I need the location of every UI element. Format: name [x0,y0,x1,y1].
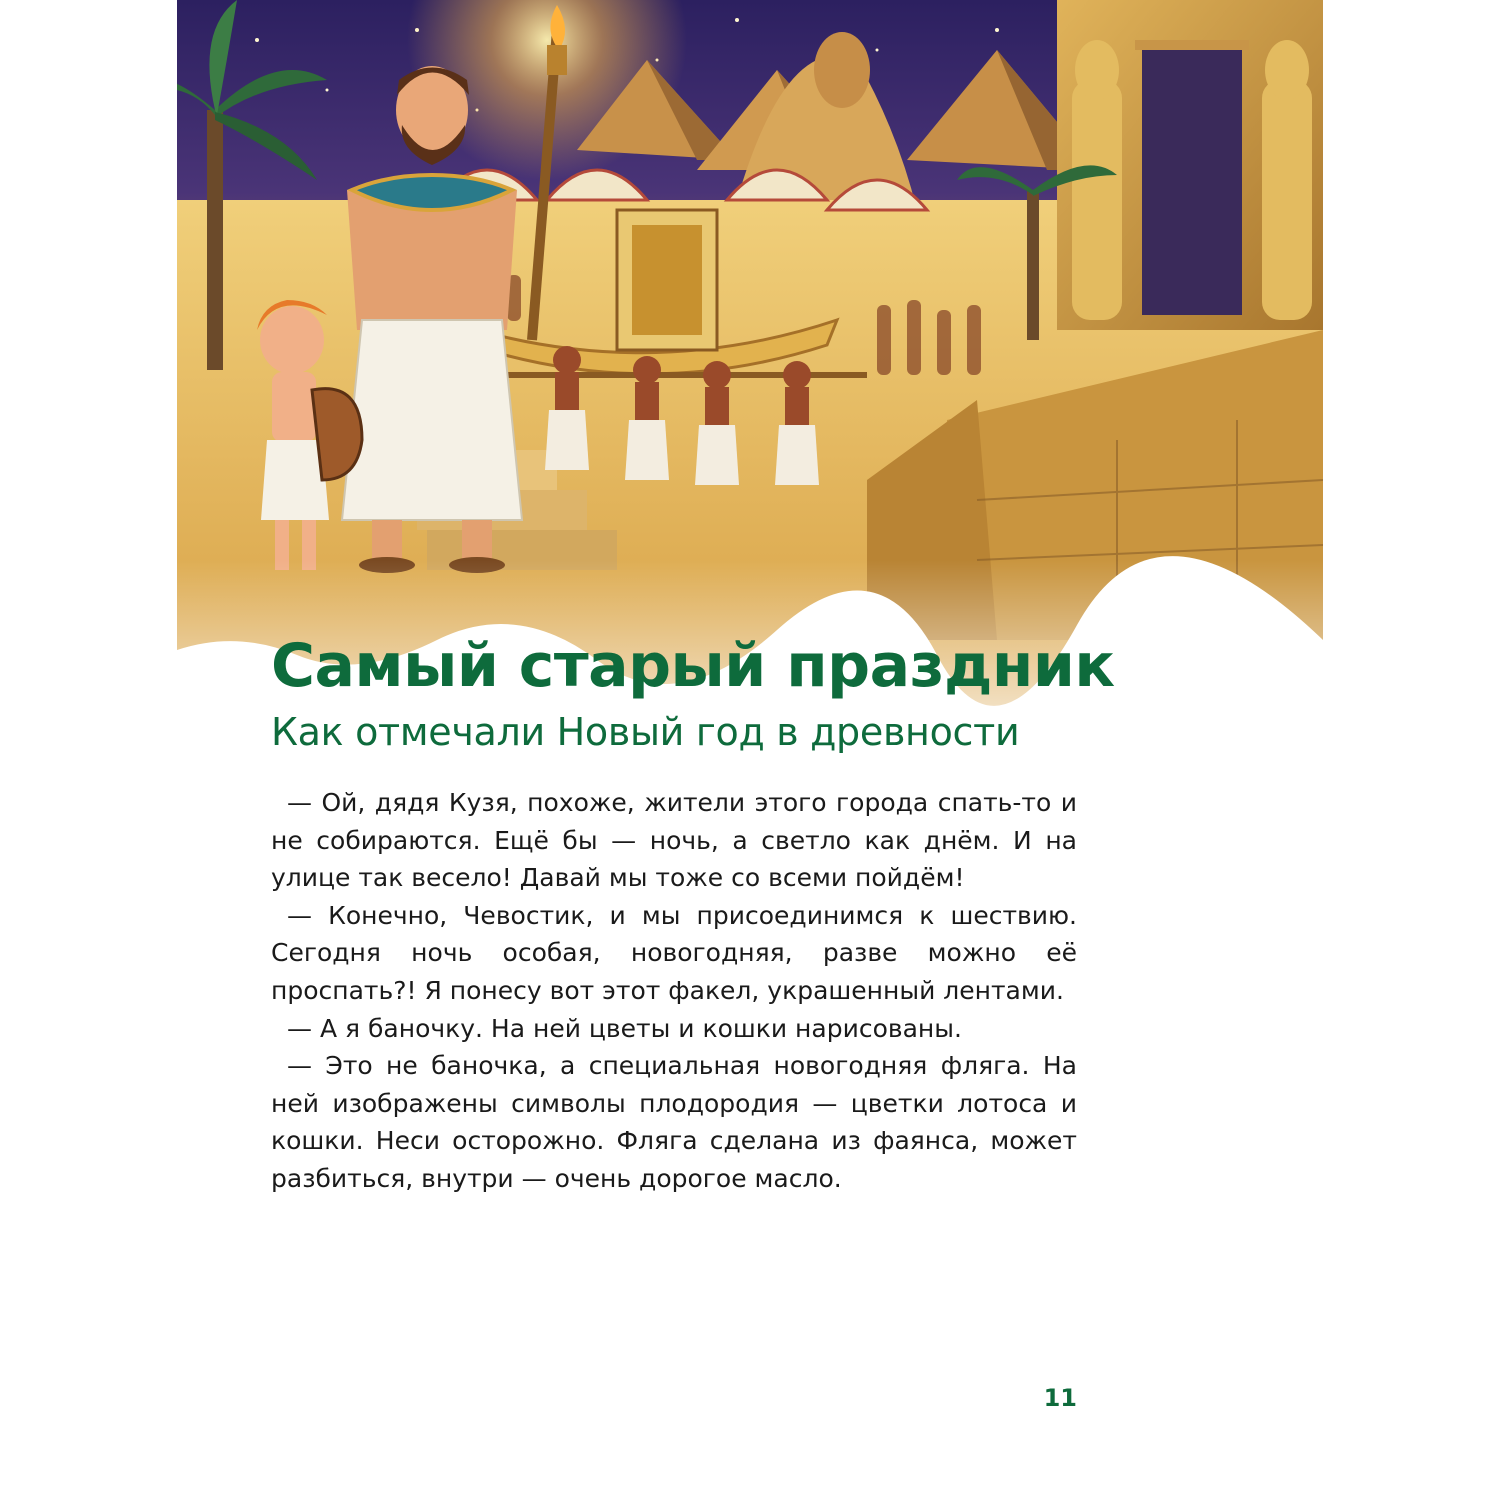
dialogue-paragraph: — Ой, дядя Кузя, похоже, жители этого города спать-то и не собираются. Ещё бы — ночь, а светло как днём. И на улице так весело! Давай мы тоже со всеми пойдём! [271,788,1077,893]
chapter-title: Самый старый праздник [271,631,1115,701]
dialogue-paragraph: — Конечно, Чевостик, и мы присоединимся к шествию. Сегодня ночь особая, новогодняя, разве можно её проспать?! Я понесу вот этот факел, украшенный лентами. [271,900,1077,1005]
dialogue-paragraph: — Это не баночка, а специальная новогодняя фляга. На ней изображены символы плодородия — цветки лотоса и кошки. Неси осторожно. Фляга сделана из фаянса, может разбиться, внутри — очень дорогое масло. [271,1051,1077,1193]
chapter-subtitle: Как отмечали Новый год в древности [271,710,1020,754]
dialogue-paragraph: — А я баночку. На ней цветы и кошки нарисованы. [287,1013,962,1043]
temple [1057,0,1323,330]
book-page [177,0,1323,1500]
page-number: 11 [1043,1384,1077,1412]
story-text [271,784,1077,1198]
